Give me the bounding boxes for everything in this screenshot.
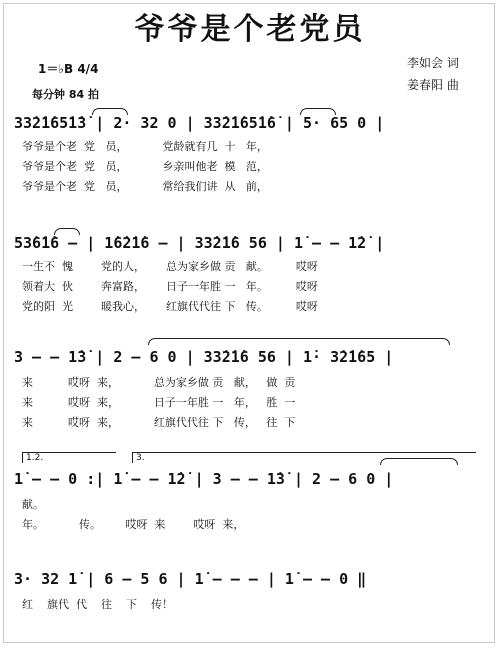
score-row-1: 33̇2̇1̇65̇1̇3̇ | 2· 32 0 | 33̇2̇1̇65̇1̇6̇ | 5· 65 0 |: [14, 114, 385, 132]
lyric-row-2-verse-1: 一生不 愧 党的人， 总为家乡做 贡 献。 哎呀: [22, 260, 318, 273]
tempo-marking: 每分钟 84 拍: [32, 88, 99, 101]
lyric-row-1-verse-2: 爷爷是个老 党 员， 乡亲叫他老 模 范，: [22, 160, 268, 173]
lyric-row-4-line-1: 献。: [22, 498, 44, 511]
lyric-row-3-verse-2: 来 哎呀 来， 日子一年胜 一 年， 胜 一: [22, 396, 296, 409]
slur-mark: [92, 108, 128, 115]
lyric-row-3-verse-3: 来 哎呀 来， 红旗代代往 下 传， 往 下: [22, 416, 296, 429]
volta-first-ending: 1.2.: [22, 452, 116, 463]
key-signature: 1＝♭B 4/4: [38, 62, 99, 76]
volta-second-ending: 3.: [132, 452, 476, 463]
score-row-5: 3· 32 1̇ | 6 – 5 6 | 1̇ – – – | 1̇ – – 0 ‖: [14, 570, 367, 588]
lyric-row-2-verse-2: 领着大 伙 奔富路， 日子一年胜 一 年。 哎呀: [22, 280, 318, 293]
lyric-row-3-verse-1: 来 哎呀 来， 总为家乡做 贡 献， 做 贡: [22, 376, 296, 389]
slur-mark: [54, 228, 80, 235]
slur-mark: [300, 108, 336, 115]
slur-mark: [380, 458, 458, 465]
song-title: 爷爷是个老党员: [134, 12, 366, 47]
slur-mark: [148, 338, 450, 345]
score-row-3: 3 – – 1̇3̇ | 2 – 6 0 | 33̇2̇1̇6 56 | 1̇· 3̇2̇1̇65 |: [14, 348, 394, 366]
lyric-row-2-verse-3: 党的阳 光 暖我心， 红旗代代往 下 传。 哎呀: [22, 300, 318, 313]
score-row-2: 53̇6̇1̇6 – | 1̇6̇2̇1̇6 – | 33̇2̇1̇6 56 | 1̇ – – 1̇2̇ |: [14, 234, 385, 252]
lyricist-credit: 李如会 词: [407, 56, 459, 70]
score-row-4: 1̇ – – 0 :| 1̇ – – 1̇2̇ | 3 – – 1̇3̇ | 2 – 6 0 |: [14, 470, 394, 488]
composer-credit: 姜春阳 曲: [407, 78, 459, 92]
lyric-row-1-verse-1: 爷爷是个老 党 员， 党龄就有几 十 年，: [22, 140, 268, 153]
lyric-row-5: 红 旗代 代 往 下 传！: [22, 598, 173, 611]
lyric-row-4-line-2: 年。 传。 哎呀 来 哎呀 来，: [22, 518, 245, 531]
lyric-row-1-verse-3: 爷爷是个老 党 员， 常给我们讲 从 前，: [22, 180, 268, 193]
